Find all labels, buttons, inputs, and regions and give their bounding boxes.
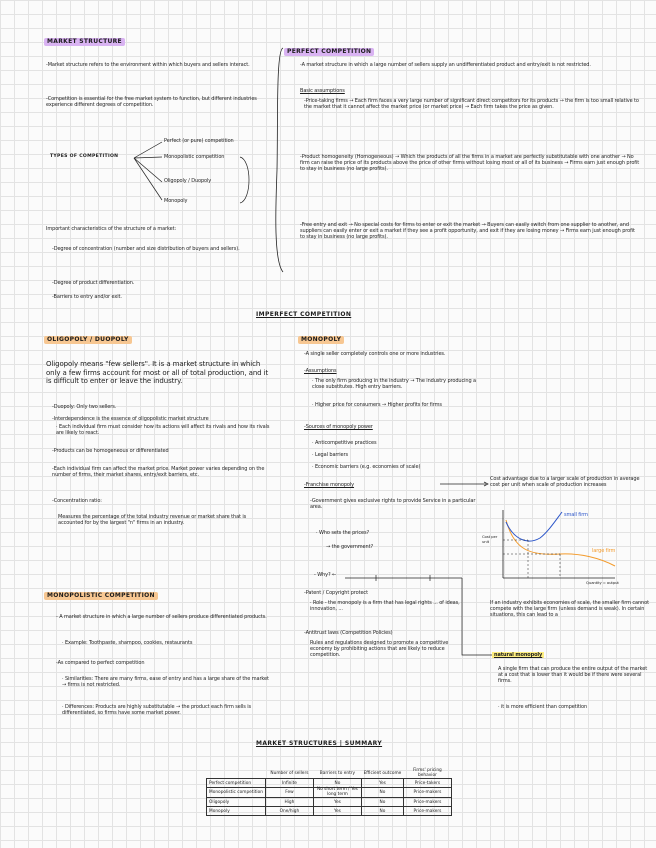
market-structure-definition: -Market structure refers to the environment within which buyers and sellers interact. <box>46 62 250 68</box>
table-cell: Price-makers <box>403 807 451 816</box>
branch-line <box>134 157 162 158</box>
patent-label: -Patent / Copyright protect <box>304 590 368 596</box>
table-header-cell: Number of sellers <box>270 770 309 776</box>
natural-monopoly-definition: A single firm that can produce the entire output of the market at a cost that is lower than it would be if there were several firms. <box>498 666 648 685</box>
large-firm-label: large firm <box>592 548 616 554</box>
table-cell: Infinite <box>265 779 313 788</box>
source-item: · Anticompetitive practices <box>312 440 377 446</box>
market-power-note: -Each individual firm can affect the market price. Market power varies depending on the number of firms, their market shares, entry/exit barriers, etc. <box>52 466 265 479</box>
concentration-ratio-label: -Concentration ratio: <box>52 498 102 504</box>
brace-left <box>276 48 283 272</box>
table-cell: Price-makers <box>403 798 451 807</box>
characteristic-item: -Degree of concentration (number and size distribution of buyers and sellers). <box>52 246 240 252</box>
bracket-right <box>240 157 249 203</box>
table-row <box>207 798 452 807</box>
comparison-label: -As compared to perfect competition <box>56 660 145 666</box>
competition-paragraph: -Competition is essential for the free market system to function, but different industries experience different degrees of competition. <box>46 96 257 109</box>
government-note: → the government? <box>326 544 374 550</box>
table-cell: No <box>361 788 403 798</box>
large-firm-curve <box>506 520 615 566</box>
why-label: - Why? ← <box>314 572 337 578</box>
table-header-row <box>207 768 452 779</box>
type-item: Oligopoly / Duopoly <box>164 178 212 184</box>
source-item: · Economic barriers (e.g. economies of scale) <box>312 464 421 470</box>
type-item: Monopoly <box>164 198 188 204</box>
cost-advantage-note: Cost advantage due to a larger scale of production in average cost per unit when scale of production increases <box>490 476 640 489</box>
perfect-competition-definition: -A market structure in which a large number of sellers supply an undifferentiated product and entry/exit is not restricted. <box>300 62 591 68</box>
economies-of-scale-note: If an industry exhibits economies of scale, the smaller firm cannot compete with the large firm (unless demand is weak). In certain situations, this can lead to a <box>490 600 649 619</box>
table-cell: Monopoly <box>207 807 266 816</box>
table-cell: Yes <box>361 779 403 788</box>
monopolistic-definition: - A market structure in which a large number of sellers produce differentiated products. <box>56 614 267 620</box>
type-item: Monopolistic competition <box>164 154 225 160</box>
antitrust-detail: Rules and regulations designed to promote a competitive economy by prohibiting actions that are likely to reduce competition. <box>310 640 449 659</box>
characteristics-heading: Important characteristics of the structure of a market: <box>46 226 177 232</box>
table-header-cell: Firms' pricing behavior <box>413 768 442 778</box>
monopoly-definition: -A single seller completely controls one or more industries. <box>304 351 446 357</box>
cost-axis-label: Cost per unit <box>482 534 498 544</box>
patent-detail: · Role - the monopoly is a firm that has legal rights ... of ideas, innovation, ... <box>310 600 460 613</box>
concentration-ratio-definition: Measures the percentage of the total industry revenue or market share that is accounted for by the largest "n" firms in an industry. <box>58 514 247 527</box>
natural-monopoly-label: natural monopoly <box>494 652 543 658</box>
table-cell: One/high <box>265 807 313 816</box>
monopoly-assumption: · The only firm producing in the industry → The industry producing a close substitutes. High entry barriers. <box>312 378 477 391</box>
table-header-cell: Efficient outcome <box>363 770 402 776</box>
branch-line <box>134 142 162 158</box>
duopoly-note: -Duopoly: Only two sellers. <box>52 404 117 410</box>
table-cell: No <box>313 779 361 788</box>
table-cell: Price-takers <box>403 779 451 788</box>
table-cell: No <box>361 798 403 807</box>
summary-table <box>206 768 452 816</box>
table-row <box>207 788 452 798</box>
small-firm-curve <box>506 512 562 541</box>
monopolistic-example: · Example: Toothpaste, shampoo, cookies, restaurants <box>62 640 193 646</box>
imperfect-competition-title: IMPERFECT COMPETITION <box>256 311 352 318</box>
sources-label: -Sources of monopoly power <box>304 424 373 430</box>
table-row <box>207 807 452 816</box>
monopoly-assumptions-label: -Assumptions <box>304 368 337 374</box>
table-cell: Oligopoly <box>207 798 266 807</box>
basic-assumptions-label: Basic assumptions <box>300 88 345 94</box>
oligopoly-title: OLIGOPOLY / DUOPOLY <box>44 336 132 344</box>
franchise-label: -Franchise monopoly <box>304 482 355 488</box>
monopolistic-title: MONOPOLISTIC COMPETITION <box>44 592 158 600</box>
table-cell: No <box>361 807 403 816</box>
monopoly-assumption: · Higher price for consumers → Higher profits for firms <box>312 402 442 408</box>
franchise-detail: -Government gives exclusive rights to provide Service in a particular area. <box>310 498 476 511</box>
assumption-free-entry: -Free entry and exit → No special costs for firms to enter or exit the market → Buyers can easily switch from one supplier to another, and suppliers can easily enter or exit a market if they see a profit opportunity, and exit if they are losing money → Firms earn just enough profit to stay in business (no large profits). <box>300 222 635 241</box>
summary-title: MARKET STRUCTURES | SUMMARY <box>256 740 383 747</box>
table-cell: Monopolistic competition <box>207 788 266 798</box>
source-item: · Legal barriers <box>312 452 348 458</box>
interdependence-note: -Interdependence is the essence of oligopolistic market structure <box>52 416 209 422</box>
monopoly-title: MONOPOLY <box>298 336 344 344</box>
assumption-homogeneity: -Product homogeneity (Homogeneous) → Which the products of all the firms in a market are perfectly substitutable with one another → No firm can raise the price of its products above the price of other firms without losing most or all of its business → Firms earn just enough profit to stay in business (no large profits). <box>300 154 640 173</box>
table-header-cell <box>207 768 266 779</box>
differences: · Differences: Products are highly substitutable → the product each firm sells is differentiated, so firms have some market power. <box>62 704 252 717</box>
interdependence-detail: · Each individual firm must consider how its actions will affect its rivals and how its rivals are likely to react. <box>56 424 270 437</box>
market-structure-title: MARKET STRUCTURE <box>44 38 125 46</box>
branch-line <box>134 158 162 200</box>
natural-monopoly-efficiency: · it is more efficient than competition <box>498 704 588 710</box>
table-cell: Yes <box>313 798 361 807</box>
characteristic-item: -Degree of product differentiation. <box>52 280 135 286</box>
table-cell: No short term / Yes long term <box>313 788 361 798</box>
products-note: -Products can be homogeneous or differentiated <box>52 448 169 454</box>
cost-graph <box>503 510 615 578</box>
table-cell: Yes <box>313 807 361 816</box>
quantity-axis-label: Quantity = output <box>586 580 619 585</box>
perfect-competition-title: PERFECT COMPETITION <box>284 48 374 56</box>
similarities: · Similarities: There are many firms, ease of entry and has a large share of the market → firms is not restricted. <box>62 676 269 689</box>
characteristic-item: -Barriers to entry and/or exit. <box>52 294 122 300</box>
antitrust-label: -Antitrust laws (Competition Policies) <box>304 630 393 636</box>
who-sets-prices: · Who sets the prices? <box>316 530 370 536</box>
oligopoly-definition: Oligopoly means "few sellers". It is a market structure in which only a few firms account for most or all of total production, and it is difficult to enter or leave the industry. <box>46 360 269 385</box>
table-cell: High <box>265 798 313 807</box>
small-firm-label: small firm <box>564 512 588 518</box>
type-item: Perfect (or pure) competition <box>164 138 234 144</box>
table-cell: Perfect competition <box>207 779 266 788</box>
types-label: TYPES OF COMPETITION <box>50 154 119 159</box>
table-header-cell: Barriers to entry <box>319 770 356 776</box>
assumption-price-taking: -Price-taking firms → Each firm faces a very large number of significant direct competitors for its products → the firm is too small relative to the market that it cannot affect the market price (or market price) → Each firm takes the price as given. <box>304 98 639 111</box>
table-cell: Price-makers <box>403 788 451 798</box>
table-cell: Few <box>265 788 313 798</box>
